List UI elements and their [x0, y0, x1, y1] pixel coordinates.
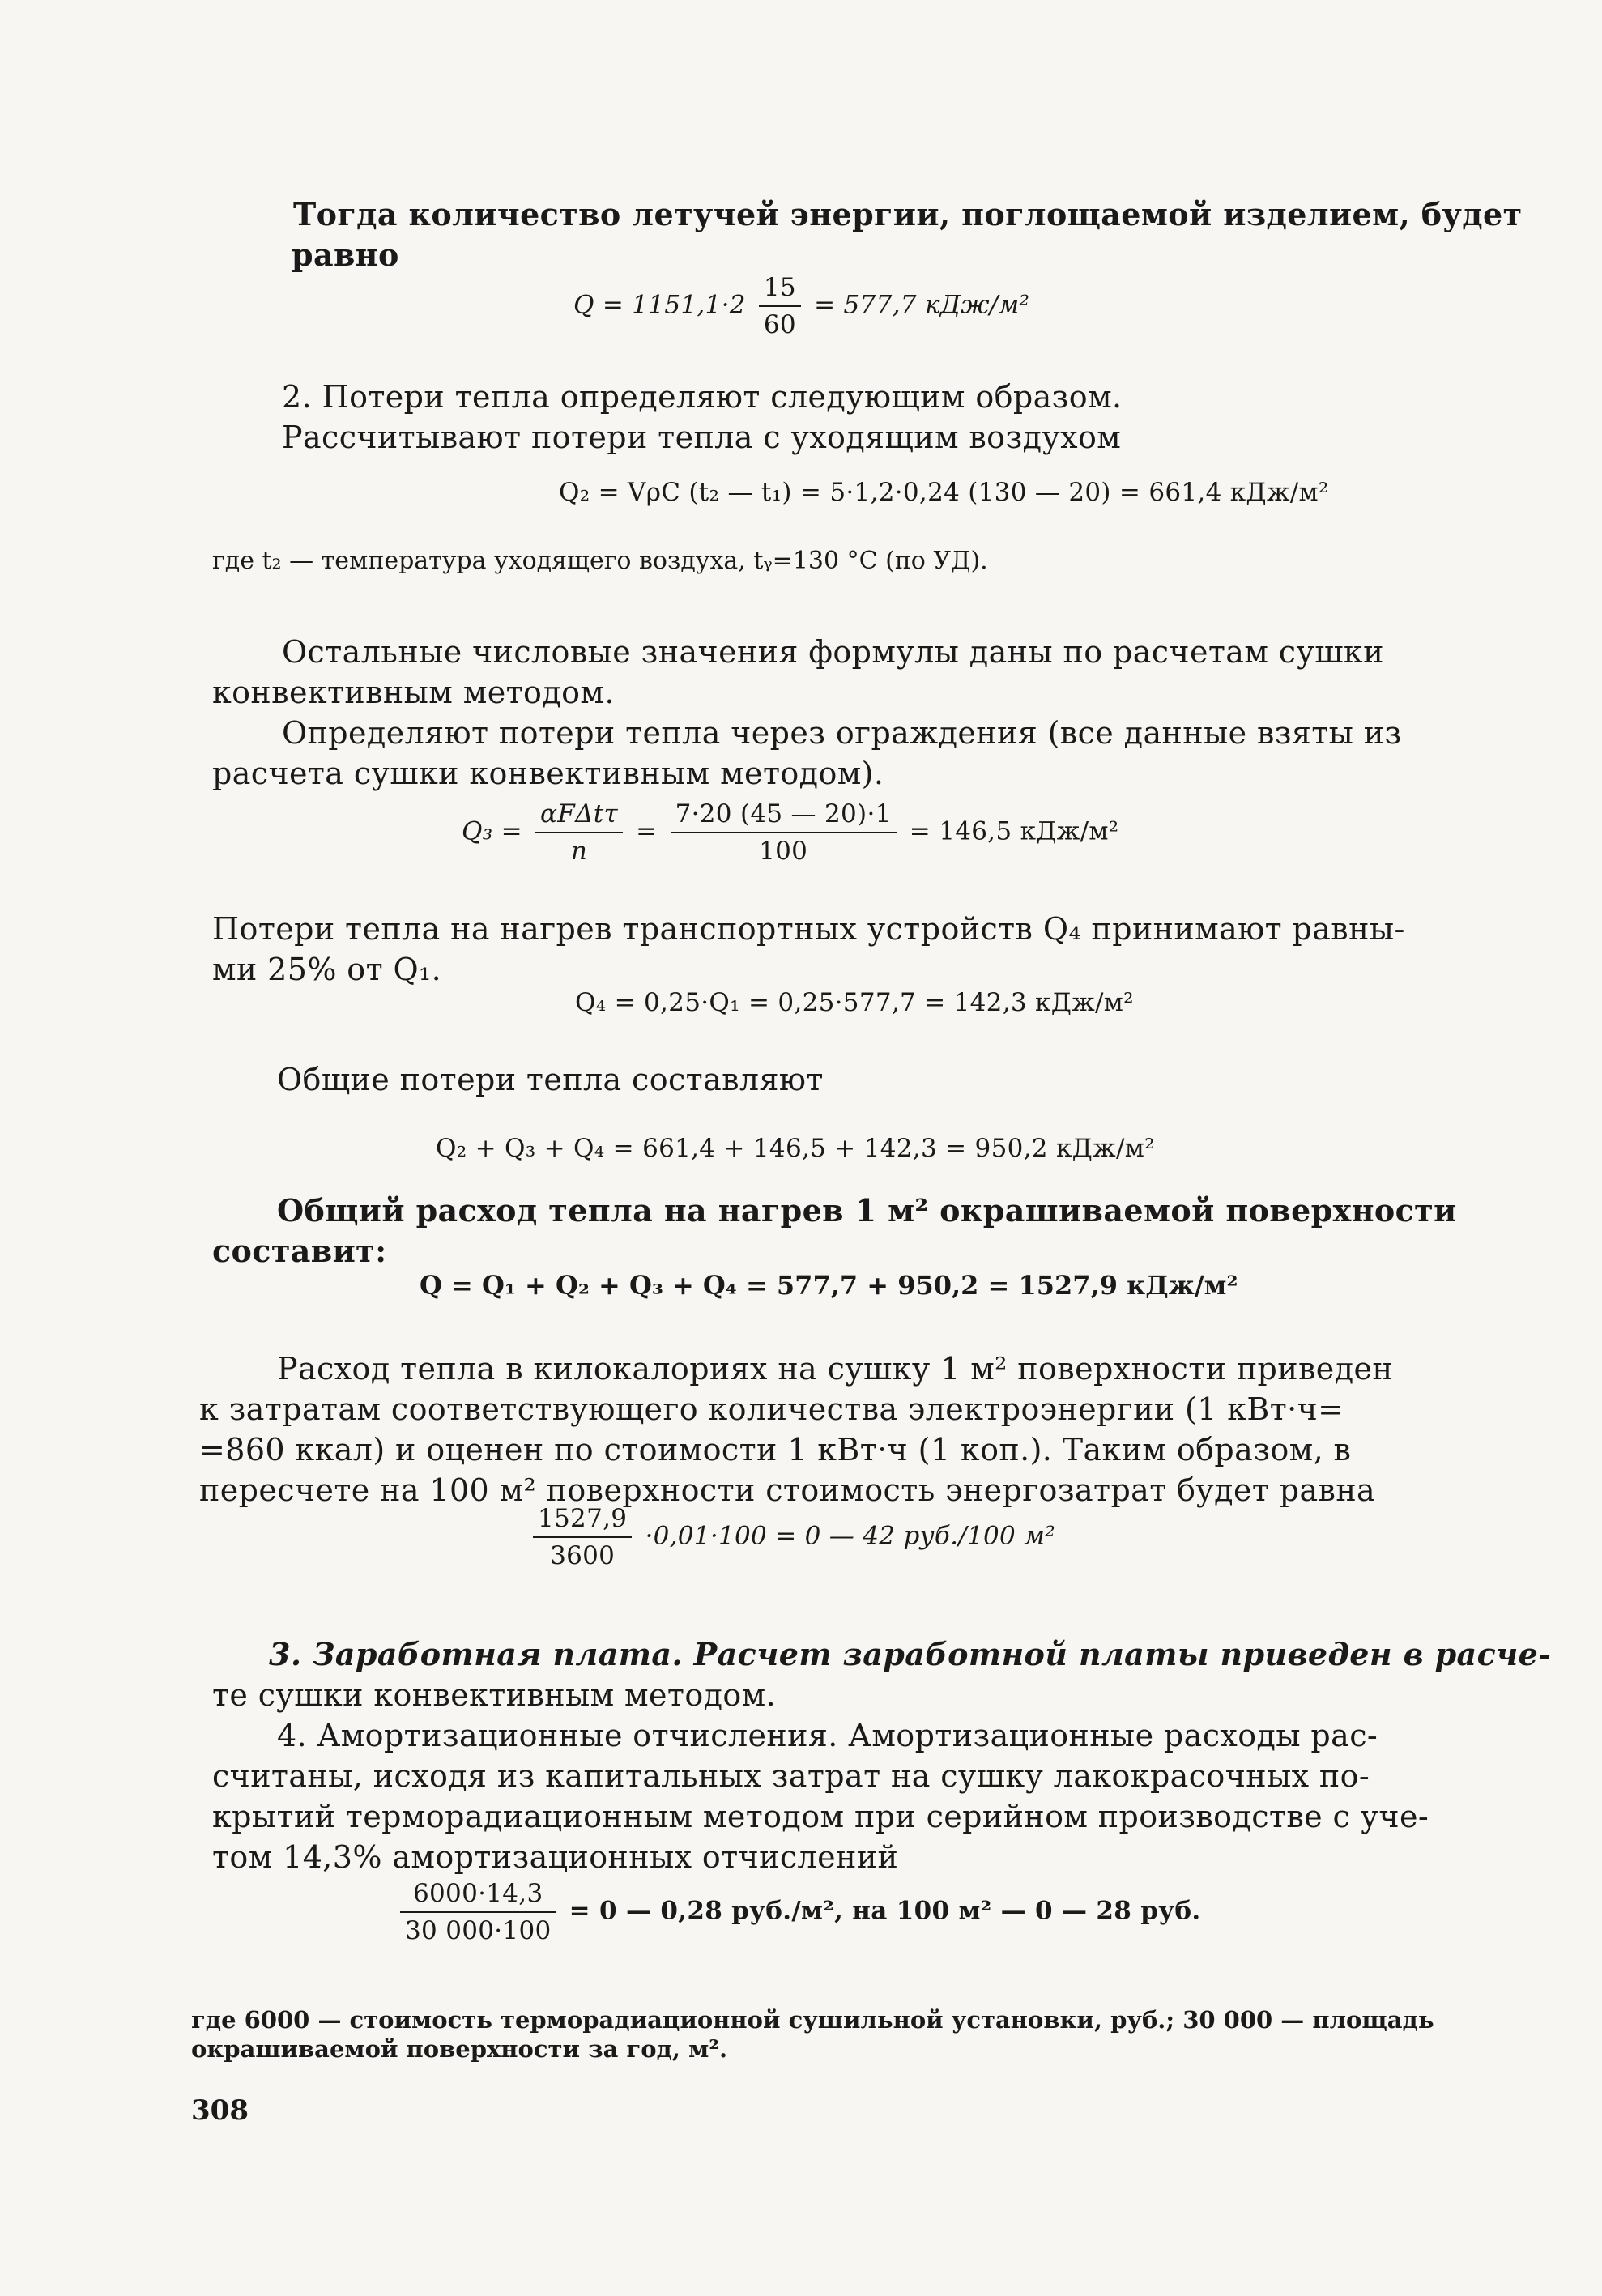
- paragraph-line: Остальные числовые значения формулы даны по расчетам сушки: [282, 634, 1384, 670]
- paragraph-line: ми 25% от Q₁.: [212, 952, 442, 987]
- note-text: где t₂ — температура уходящего воздуха, tᵧ=130 °C (по УД).: [212, 547, 988, 575]
- formula-part: Q₃ =: [462, 816, 522, 846]
- formula-part: = 146,5 кДж/м²: [909, 816, 1119, 846]
- paragraph-line: равно: [292, 236, 399, 273]
- footnote-line: где 6000 — стоимость терморадиационной сушильной установки, руб.; 30 000 — площадь: [191, 2006, 1434, 2034]
- fraction: [400, 1877, 556, 1947]
- paragraph-line: 2. Потери тепла определяют следующим образом.: [282, 379, 1123, 415]
- formula-total-heat: [420, 1270, 1238, 1301]
- paragraph-convective: [212, 632, 1402, 794]
- formula-part: Q = 1151,1·2: [573, 290, 746, 320]
- paragraph-line: пересчете на 100 м² поверхности стоимость энергозатрат будет равна: [199, 1472, 1376, 1508]
- fraction-denominator: n: [535, 832, 623, 867]
- paragraph-wages-depreciation: [212, 1634, 1551, 1877]
- paragraph-line: Общий расход тепла на нагрев 1 м² окрашиваемой поверхности: [277, 1192, 1457, 1229]
- paragraph-intro: [293, 194, 1523, 275]
- fraction: [533, 1502, 632, 1572]
- formula-q1: [573, 271, 1029, 341]
- paragraph-line: том 14,3% амортизационных отчислений: [212, 1839, 899, 1875]
- paragraph-line: крытий терморадиационным методом при серийном производстве с уче-: [212, 1799, 1429, 1834]
- formula-text: Q₂ + Q₃ + Q₄ = 661,4 + 146,5 + 142,3 = 950,2 кДж/м²: [436, 1134, 1155, 1163]
- formula-part: ·0,01·100 = 0 — 42 руб./100 м²: [645, 1521, 1055, 1551]
- paragraph-total-losses: [277, 1059, 824, 1100]
- paragraph-line: Рассчитывают потери тепла с уходящим воздухом: [282, 420, 1122, 455]
- formula-note: [212, 546, 988, 577]
- fraction-numerator: αFΔtτ: [540, 799, 618, 829]
- paragraph-line: конвективным методом.: [212, 675, 615, 710]
- fraction-denominator: 60: [759, 305, 801, 341]
- fraction: [671, 798, 897, 867]
- paragraph-line: 3. Заработная плата. Расчет заработной платы приведен в расче-: [269, 1636, 1552, 1672]
- paragraph-line: считаны, исходя из капитальных затрат на сушку лакокрасочных по-: [212, 1758, 1370, 1794]
- paragraph-line: к затратам соответствующего количества электроэнергии (1 кВт·ч=: [199, 1391, 1344, 1427]
- fraction: [759, 271, 801, 341]
- paragraph-line: расчета сушки конвективным методом).: [212, 756, 884, 791]
- paragraph-line: =860 ккал) и оценен по стоимости 1 кВт·ч (1 коп.). Таким образом, в: [199, 1432, 1352, 1467]
- formula-part: = 0 — 0,28 руб./м², на 100 м² — 0 — 28 руб.: [569, 1896, 1201, 1926]
- formula-q4: [575, 986, 1134, 1019]
- fraction-denominator: 100: [671, 832, 897, 867]
- paragraph-line: Тогда количество летучей энергии, поглощаемой изделием, будет: [293, 196, 1523, 232]
- paragraph-line: составит:: [212, 1233, 387, 1269]
- paragraph-energy-cost: [199, 1348, 1393, 1510]
- formula-part: = 577,7 кДж/м²: [814, 290, 1030, 320]
- formula-text: Q₄ = 0,25·Q₁ = 0,25·577,7 = 142,3 кДж/м²: [575, 988, 1134, 1017]
- paragraph-total-heat: [212, 1191, 1457, 1272]
- formula-depreciation: [395, 1877, 1200, 1947]
- paragraph-line: те сушки конвективным методом.: [212, 1677, 777, 1713]
- formula-text: Q = Q₁ + Q₂ + Q₃ + Q₄ = 577,7 + 950,2 = 1527,9 кДж/м²: [420, 1270, 1238, 1301]
- footnote: [191, 2005, 1434, 2064]
- fraction-numerator: 1527,9: [538, 1504, 628, 1533]
- paragraph-line: Определяют потери тепла через ограждения (все данные взяты из: [282, 715, 1402, 751]
- fraction-numerator: 7·20 (45 — 20)·1: [675, 799, 892, 829]
- fraction: [535, 798, 623, 867]
- paragraph-line: Общие потери тепла составляют: [277, 1062, 824, 1097]
- formula-q2: [559, 476, 1329, 509]
- fraction-numerator: 6000·14,3: [413, 1879, 543, 1908]
- footnote-line: окрашиваемой поверхности за год, м².: [191, 2035, 728, 2063]
- formula-q3: [462, 798, 1119, 867]
- paragraph-line: Расход тепла в килокалориях на сушку 1 м² поверхности приведен: [277, 1351, 1394, 1387]
- formula-energy-cost: [528, 1502, 1055, 1572]
- paragraph-transport-losses: [212, 909, 1405, 990]
- formula-part: =: [636, 816, 658, 846]
- paragraph-line: Потери тепла на нагрев транспортных устройств Q₄ принимают равны-: [212, 911, 1405, 947]
- formula-total-losses: [436, 1132, 1155, 1165]
- fraction-denominator: 30 000·100: [400, 1911, 556, 1947]
- paragraph-line: 4. Амортизационные отчисления. Амортизационные расходы рас-: [277, 1718, 1378, 1753]
- formula-text: Q₂ = VρC (t₂ — t₁) = 5·1,2·0,24 (130 — 20) = 661,4 кДж/м²: [559, 478, 1329, 507]
- fraction-denominator: 3600: [533, 1536, 632, 1572]
- page-number: 308: [191, 2094, 249, 2127]
- paragraph-heat-losses: [282, 377, 1123, 458]
- fraction-numerator: 15: [763, 273, 796, 302]
